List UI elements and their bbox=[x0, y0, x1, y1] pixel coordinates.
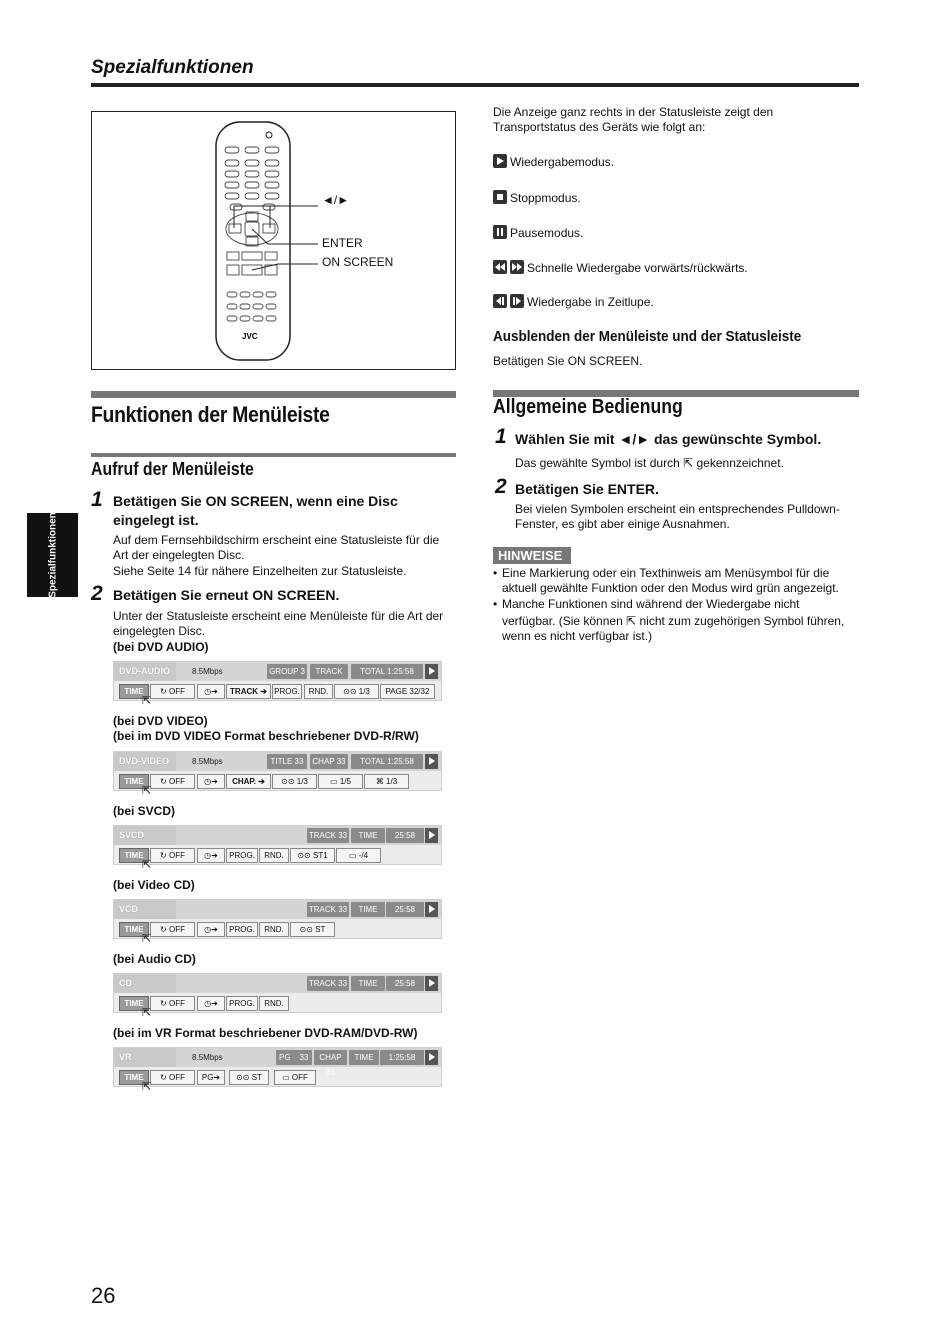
fast-forward-icon bbox=[510, 260, 524, 274]
audio-button[interactable]: ⊙⊙ 1/3 bbox=[272, 774, 317, 789]
status-program-label: PG bbox=[279, 1053, 291, 1062]
audio-value: ST1 bbox=[312, 851, 328, 860]
program-button[interactable]: PROG. bbox=[226, 848, 258, 863]
angle-button[interactable]: ⌘ 1/3 bbox=[364, 774, 409, 789]
step-body bbox=[515, 456, 784, 471]
step-title: Wählen Sie mit ◄/► das gewünschte Symbol. bbox=[515, 431, 822, 447]
repeat-value: OFF bbox=[168, 999, 185, 1008]
time-button[interactable]: TIME bbox=[119, 774, 149, 789]
status-program bbox=[276, 1050, 312, 1065]
status-pause-text: Pausemodus. bbox=[510, 226, 584, 240]
status-track: TRACK 33 bbox=[307, 976, 349, 991]
audio-value: 1/3 bbox=[358, 687, 370, 696]
disc-mode-label: CD bbox=[114, 974, 176, 993]
status-title: TITLE 33 bbox=[267, 754, 307, 769]
menu-bar-vr bbox=[113, 1047, 442, 1093]
program-button[interactable]: PROG. bbox=[272, 684, 302, 699]
subtitle-button[interactable]: ▭ OFF bbox=[274, 1070, 316, 1085]
random-button[interactable]: RND. bbox=[259, 848, 289, 863]
disc-mode-label: DVD-AUDIO bbox=[114, 662, 176, 681]
audio-button[interactable]: ⊙⊙ 1/3 bbox=[334, 684, 379, 699]
remote-label-on-screen: ON SCREEN bbox=[322, 255, 394, 269]
note-text: verfügbar. (Sie können bbox=[502, 614, 623, 628]
bullet: • bbox=[493, 597, 498, 611]
bar-label-vr: (bei im VR Format beschriebener DVD-RAM/DVD-RW) bbox=[113, 1026, 418, 1040]
repeat-button[interactable]: ↻ OFF bbox=[150, 996, 195, 1011]
section-title-allgemeine: Allgemeine Bedienung bbox=[493, 396, 683, 418]
repeat-value: OFF bbox=[168, 851, 185, 860]
status-total-time: TOTAL 1:25:58 bbox=[351, 664, 423, 679]
note-item bbox=[493, 566, 859, 596]
side-tab-label: Spezialfunktionen bbox=[47, 512, 58, 598]
status-time-value: 1:25:58 bbox=[380, 1050, 424, 1065]
repeat-value: OFF bbox=[168, 1073, 185, 1082]
bar-label-dvd-video: (bei DVD VIDEO) bbox=[113, 714, 208, 728]
pause-icon bbox=[493, 225, 507, 239]
status-time-label: TIME bbox=[351, 828, 385, 843]
status-track: TRACK 33 bbox=[307, 902, 349, 917]
status-item-pause bbox=[493, 225, 583, 240]
program-button[interactable]: PROG. bbox=[226, 996, 258, 1011]
menu-bar-cd bbox=[113, 973, 442, 1019]
hide-menu-body: Betätigen Sie ON SCREEN. bbox=[493, 354, 643, 368]
status-time-value: 25:58 bbox=[386, 828, 424, 843]
subtitle-value: 1/5 bbox=[339, 777, 351, 786]
repeat-value: OFF bbox=[168, 925, 185, 934]
program-button[interactable]: PROG. bbox=[226, 922, 258, 937]
status-item-slow bbox=[493, 294, 654, 309]
bar-label-cd: (bei Audio CD) bbox=[113, 952, 196, 966]
status-total-time: TOTAL 1:25:58 bbox=[351, 754, 423, 769]
track-search-button[interactable]: TRACK ➔ bbox=[226, 684, 271, 699]
cursor-icon: ⇱ bbox=[142, 1007, 152, 1019]
step-body: Bei vielen Symbolen erscheint ein entsprechendes Pulldown-Fenster, es gibt aber einige Ausnahmen. bbox=[515, 502, 840, 531]
cursor-icon: ⇱ bbox=[142, 785, 152, 797]
step-number: 1 bbox=[495, 425, 507, 448]
section-title-menuleiste: Funktionen der Menüleiste bbox=[91, 402, 330, 427]
remote-label-arrows: ◄/► bbox=[322, 193, 350, 207]
step-number: 2 bbox=[495, 475, 507, 498]
time-button[interactable]: TIME bbox=[119, 684, 149, 699]
status-group: GROUP 3 bbox=[267, 664, 307, 679]
page-header-title: Spezialfunktionen bbox=[91, 57, 254, 78]
bitrate: 8.5Mbps bbox=[192, 1053, 223, 1062]
time-button[interactable]: TIME bbox=[119, 848, 149, 863]
status-intro: Die Anzeige ganz rechts in der Statusleiste zeigt den Transportstatus des Geräts wie folgt an: bbox=[493, 105, 774, 134]
status-track: TRACK bbox=[310, 664, 348, 679]
subsection-rule bbox=[91, 453, 456, 457]
status-time-value: 25:58 bbox=[386, 976, 424, 991]
remote-label-enter: ENTER bbox=[322, 236, 363, 250]
play-status-icon bbox=[425, 828, 438, 843]
audio-button[interactable]: ⊙⊙ ST bbox=[229, 1070, 269, 1085]
program-search-button[interactable]: PG➔ bbox=[197, 1070, 225, 1085]
menu-bar-dvd-audio bbox=[113, 661, 442, 707]
header-rule bbox=[91, 83, 859, 87]
status-chapter: CHAP 33 bbox=[310, 754, 348, 769]
random-button[interactable]: RND. bbox=[259, 922, 289, 937]
note-text: Eine Markierung oder ein Texthinweis am Menüsymbol für die aktuell gewählte Funktion oder den Modus wird grün angezeigt. bbox=[502, 566, 839, 595]
status-chapter: CHAP 33 bbox=[314, 1050, 347, 1065]
status-stop-text: Stoppmodus. bbox=[510, 191, 581, 205]
play-status-icon bbox=[425, 976, 438, 991]
bullet: • bbox=[493, 566, 498, 580]
step-title: Betätigen Sie ENTER. bbox=[515, 481, 659, 497]
side-tab bbox=[27, 513, 78, 597]
audio-button[interactable]: ⊙⊙ ST bbox=[290, 922, 335, 937]
step-title: Betätigen Sie erneut ON SCREEN. bbox=[113, 587, 340, 603]
disc-mode-label: VCD bbox=[114, 900, 176, 919]
repeat-value: OFF bbox=[168, 687, 185, 696]
play-status-icon bbox=[425, 1050, 438, 1065]
hide-menu-title: Ausblenden der Menüleiste und der Statusleiste bbox=[493, 328, 802, 345]
time-search-button[interactable]: ◷➔ bbox=[197, 922, 225, 937]
random-button[interactable]: RND. bbox=[304, 684, 333, 699]
page-number: 26 bbox=[91, 1283, 116, 1308]
step-number: 1 bbox=[91, 488, 103, 511]
note-item bbox=[493, 597, 859, 612]
bar-label-svcd: (bei SVCD) bbox=[113, 804, 176, 818]
status-item-stop bbox=[493, 190, 581, 205]
status-fast-text: Schnelle Wiedergabe vorwärts/rückwärts. bbox=[527, 261, 748, 275]
step-body: Auf dem Fernsehbildschirm erscheint eine Statusleiste für die Art der eingelegten Disc. bbox=[113, 533, 440, 562]
note-text: nicht zum zugehörigen Symbol führen, wenn es nicht verfügbar ist.) bbox=[502, 614, 845, 643]
disc-mode-label: SVCD bbox=[114, 826, 176, 845]
cursor-icon: ⇱ bbox=[683, 456, 694, 470]
menu-bar-vcd bbox=[113, 899, 442, 945]
fast-reverse-icon bbox=[493, 260, 507, 274]
audio-value: ST bbox=[315, 925, 326, 934]
note-continuation bbox=[502, 614, 859, 644]
disc-mode-label: VR bbox=[114, 1048, 176, 1067]
menu-bar-svcd bbox=[113, 825, 442, 871]
angle-value: 1/3 bbox=[386, 777, 398, 786]
subtitle-button[interactable]: ▭ 1/5 bbox=[318, 774, 363, 789]
slow-reverse-icon bbox=[493, 294, 507, 308]
bitrate: 8.5Mbps bbox=[192, 667, 223, 676]
status-item-fast bbox=[493, 260, 748, 275]
status-time-value: 25:58 bbox=[386, 902, 424, 917]
subtitle-value: -/4 bbox=[358, 851, 369, 860]
status-time-label: TIME bbox=[351, 976, 385, 991]
play-status-icon bbox=[425, 754, 438, 769]
repeat-button[interactable]: ↻ OFF bbox=[150, 774, 195, 789]
section-rule bbox=[91, 391, 456, 398]
step-body-part: gekennzeichnet. bbox=[696, 456, 784, 470]
remote-brand-logo: JVC bbox=[242, 332, 258, 341]
subtitle-value: OFF bbox=[291, 1073, 308, 1082]
audio-button[interactable]: ⊙⊙ ST1 bbox=[290, 848, 335, 863]
audio-value: ST bbox=[251, 1073, 262, 1082]
status-track: TRACK 33 bbox=[307, 828, 349, 843]
chapter-label: CHAP. bbox=[232, 777, 256, 786]
track-label: TRACK bbox=[230, 687, 259, 696]
status-time-label: TIME bbox=[351, 902, 385, 917]
bar-label-vcd: (bei Video CD) bbox=[113, 878, 195, 892]
cursor-icon: ⇱ bbox=[142, 1081, 152, 1093]
page-button[interactable]: PAGE 32/32 bbox=[380, 684, 435, 699]
status-slow-text: Wiedergabe in Zeitlupe. bbox=[527, 295, 654, 309]
cursor-icon: ⇱ bbox=[142, 695, 152, 707]
time-search-button[interactable]: ◷➔ bbox=[197, 848, 225, 863]
play-status-icon bbox=[425, 902, 438, 917]
time-search-button[interactable]: ◷➔ bbox=[197, 684, 225, 699]
notes-badge: HINWEISE bbox=[493, 547, 571, 564]
status-play-text: Wiedergabemodus. bbox=[510, 155, 615, 169]
step-body: Unter der Statusleiste erscheint eine Menüleiste für die Art der eingelegten Disc. bbox=[113, 609, 444, 638]
cursor-icon: ⇱ bbox=[142, 859, 152, 871]
step-number: 2 bbox=[91, 582, 103, 605]
bitrate: 8.5Mbps bbox=[192, 757, 223, 766]
random-button[interactable]: RND. bbox=[259, 996, 289, 1011]
step-body-part: Das gewählte Symbol ist durch bbox=[515, 456, 680, 470]
slow-forward-icon bbox=[510, 294, 524, 308]
time-button[interactable]: TIME bbox=[119, 1070, 149, 1085]
note-text: Manche Funktionen sind während der Wiedergabe nicht bbox=[502, 597, 800, 611]
menu-bar-dvd-video bbox=[113, 751, 442, 797]
time-search-button[interactable]: ◷➔ bbox=[197, 774, 225, 789]
status-program-value: 33 bbox=[299, 1053, 309, 1062]
time-search-button[interactable]: ◷➔ bbox=[197, 996, 225, 1011]
time-button[interactable]: TIME bbox=[119, 922, 149, 937]
stop-icon bbox=[493, 190, 507, 204]
chapter-search-button[interactable]: CHAP. ➔ bbox=[226, 774, 271, 789]
step-body: Siehe Seite 14 für nähere Einzelheiten zur Statusleiste. bbox=[113, 564, 407, 578]
cursor-icon: ⇱ bbox=[142, 933, 152, 945]
play-status-icon bbox=[425, 664, 438, 679]
remote-control-illustration bbox=[92, 112, 455, 369]
time-button[interactable]: TIME bbox=[119, 996, 149, 1011]
repeat-button[interactable]: ↻ OFF bbox=[150, 922, 195, 937]
repeat-button[interactable]: ↻ OFF bbox=[150, 684, 195, 699]
program-search-label: PG bbox=[201, 1073, 214, 1082]
disc-mode-label: DVD-VIDEO bbox=[114, 752, 176, 771]
status-item-play bbox=[493, 154, 614, 169]
subtitle-button[interactable]: ▭ -/4 bbox=[336, 848, 381, 863]
subsection-title-aufruf: Aufruf der Menüleiste bbox=[91, 459, 254, 479]
remote-illustration-box bbox=[91, 111, 456, 370]
cursor-icon: ⇱ bbox=[626, 614, 637, 628]
bar-label-dvd-audio: (bei DVD AUDIO) bbox=[113, 640, 209, 654]
play-icon bbox=[493, 154, 507, 168]
step-title: Betätigen Sie ON SCREEN, wenn eine Disc eingelegt ist. bbox=[113, 493, 398, 528]
audio-value: 1/3 bbox=[296, 777, 308, 786]
bar-label-dvd-video-format: (bei im DVD VIDEO Format beschriebener DVD-R/RW) bbox=[113, 729, 419, 743]
repeat-button[interactable]: ↻ OFF bbox=[150, 848, 195, 863]
repeat-value: OFF bbox=[168, 777, 185, 786]
status-time-label: TIME bbox=[349, 1050, 379, 1065]
repeat-button[interactable]: ↻ OFF bbox=[150, 1070, 195, 1085]
